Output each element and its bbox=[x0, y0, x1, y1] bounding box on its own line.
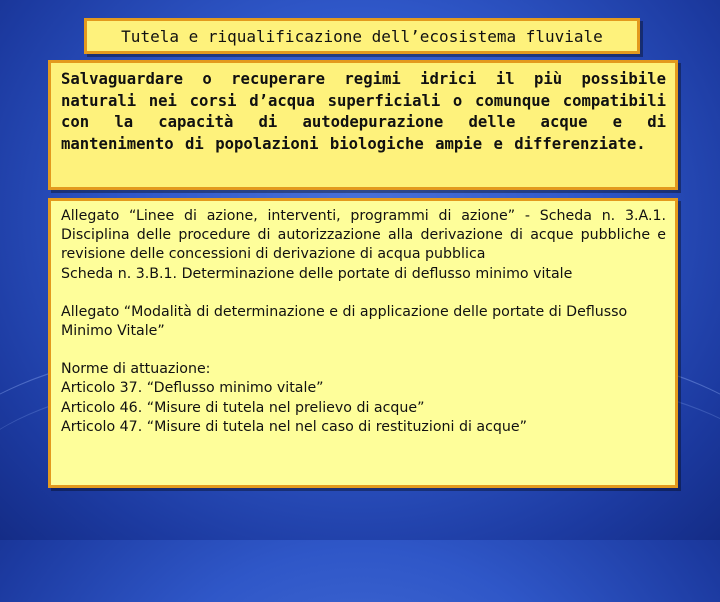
articolo-item: Articolo 46. “Misure di tutela nel prelievo di acque” bbox=[61, 399, 425, 416]
articolo-item: Articolo 47. “Misure di tutela nel nel caso di restituzioni di acque” bbox=[61, 418, 527, 435]
spacer bbox=[61, 284, 666, 303]
allegato-modalita: Allegato “Modalità di determinazione e di applicazione delle portate di Deflusso Minimo Vitale” bbox=[61, 303, 628, 340]
articolo-item: Articolo 37. “Deflusso minimo vitale” bbox=[61, 380, 324, 397]
slide-title-text: Tutela e riqualificazione dell’ecosistema fluviale bbox=[121, 26, 603, 46]
references-box bbox=[48, 198, 678, 488]
objective-text: Salvaguardare o recuperare regimi idrici il più possibile naturali nei corsi d’acqua superficiali o comunque compatibili con la capacità di autodepurazione delle acque e di mantenimento di popolazioni biologiche ampie e differenziate. bbox=[61, 70, 666, 153]
slide-title bbox=[84, 18, 640, 54]
scheda-3b1: Scheda n. 3.B.1. Determinazione delle portate di deflusso minimo vitale bbox=[61, 265, 573, 282]
spacer bbox=[61, 341, 666, 360]
objective-box bbox=[48, 60, 678, 190]
allegato-linee-azione: Allegato “Linee di azione, interventi, programmi di azione” - Scheda n. 3.A.1. Disciplina delle procedure di autorizzazione alla derivazione di acque pubbliche e revisione delle concessioni di derivazione di acqua pubblica bbox=[61, 208, 666, 263]
norme-title: Norme di attuazione: bbox=[61, 361, 211, 378]
